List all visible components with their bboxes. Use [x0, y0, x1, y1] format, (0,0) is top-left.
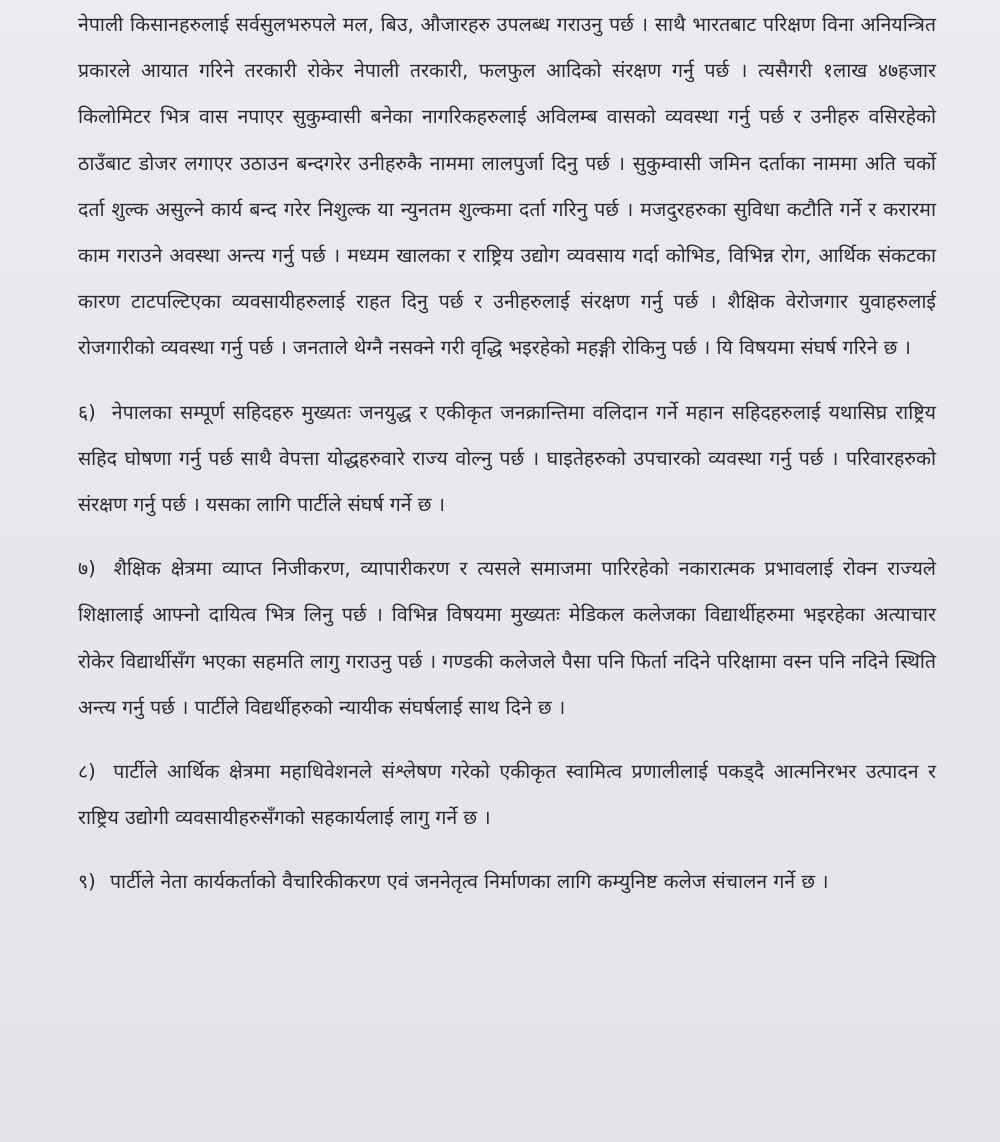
paragraph-6 [78, 390, 936, 529]
paragraph-number: ६) [78, 400, 96, 424]
paragraph-text: पार्टीले आर्थिक क्षेत्रमा महाधिवेशनले संश्लेषण गरेको एकीकृत स्वामित्व प्रणालीलाई पकड्दै आत्मनिरभर उत्पादन र राष्ट्रिय उद्योगी व्यवसायीहरुसँगको सहकार्यलाई लागु गर्ने छ । [78, 760, 937, 830]
paragraph-text: पार्टीले नेता कार्यकर्ताको वैचारिकीकरण एवं जननेतृत्व निर्माणका लागि कम्युनिष्ट कलेज संचालन गर्ने छ । [109, 870, 829, 894]
paragraph-text: शैक्षिक क्षेत्रमा व्याप्त निजीकरण, व्यापारीकरण र त्यसले समाजमा पारिरहेको नकारात्मक प्रभावलाई रोक्न राज्यले शिक्षालाई आफ्नो दायित्व भित्र लिनु पर्छ । विभिन्न विषयमा मुख्यतः मेडिकल कलेजका विद्यार्थीहरुमा भइरहेका अत्याचार रोकेर विद्यार्थीसँग भएका सहमति लागु गराउनु पर्छ । गण्डकी कलेजले पैसा पनि फिर्ता नदिने परिक्षामा वस्न पनि नदिने स्थिति अन्त्य गर्नु पर्छ । पार्टीले विद्यर्थीहरुको न्यायीक संघर्षलाई साथ दिने छ । [78, 557, 937, 719]
paragraph-number: ९) [78, 870, 96, 894]
paragraph-continued [78, 2, 936, 372]
paragraph-number: ८) [78, 760, 96, 784]
paragraph-9 [78, 859, 936, 905]
paragraph-text: नेपाली किसानहरुलाई सर्वसुलभरुपले मल, बिउ, औजारहरु उपलब्ध गराउनु पर्छ । साथै भारतबाट परिक्षण विना अनियन्त्रित प्रकारले आयात गरिने तरकारी रोकेर नेपाली तरकारी, फलफुल आदिको संरक्षण गर्नु पर्छ । त्यसैगरी १लाख ४७हजार किलोमिटर भित्र वास नपाएर सुकुम्वासी बनेका नागरिकहरुलाई अविलम्ब वासको व्यवस्था गर्नु पर्छ र उनीहरु वसिरहेको ठाउँबाट डोजर लगाएर उठाउन बन्दगरेर उनीहरुकै नाममा लालपुर्जा दिनु पर्छ । सुकुम्वासी जमिन दर्ताका नाममा अति चर्को दर्ता शुल्क असुल्ने कार्य बन्द गरेर निशुल्क या न्युनतम शुल्कमा दर्ता गरिनु पर्छ । मजदुरहरुका सुविधा कटौति गर्ने र करारमा काम गराउने अवस्था अन्त्य गर्नु पर्छ । मध्यम खालका र राष्ट्रिय उद्योग व्यवसाय गर्दा कोभिड, विभिन्न रोग, आर्थिक संकटका कारण टाटपल्टिएका व्यवसायीहरुलाई राहत दिनु पर्छ र उनीहरुलाई संरक्षण गर्नु पर्छ । शैक्षिक वेरोजगार युवाहरुलाई रोजगारीको व्यवस्था गर्नु पर्छ । जनताले थेग्नै नसक्ने गरी वृद्धि भइरहेको महङ्गी रोकिनु पर्छ । यि विषयमा संघर्ष गरिने छ । [78, 13, 936, 360]
paragraph-number: ७) [78, 557, 96, 581]
paragraph-8 [78, 749, 936, 841]
paragraph-text: नेपालका सम्पूर्ण सहिदहरु मुख्यतः जनयुद्ध र एकीकृत जनक्रान्तिमा वलिदान गर्ने महान सहिदहरुलाई यथासिघ्र राष्ट्रिय सहिद घोषणा गर्नु पर्छ साथै वेपत्ता योद्धहरुवारे राज्य वोल्नु पर्छ । घाइतेहरुको उपचारको व्यवस्था गर्नु पर्छ । परिवारहरुको संरक्षण गर्नु पर्छ । यसका लागि पार्टीले संघर्ष गर्ने छ । [78, 400, 936, 517]
paragraph-7 [78, 546, 936, 731]
